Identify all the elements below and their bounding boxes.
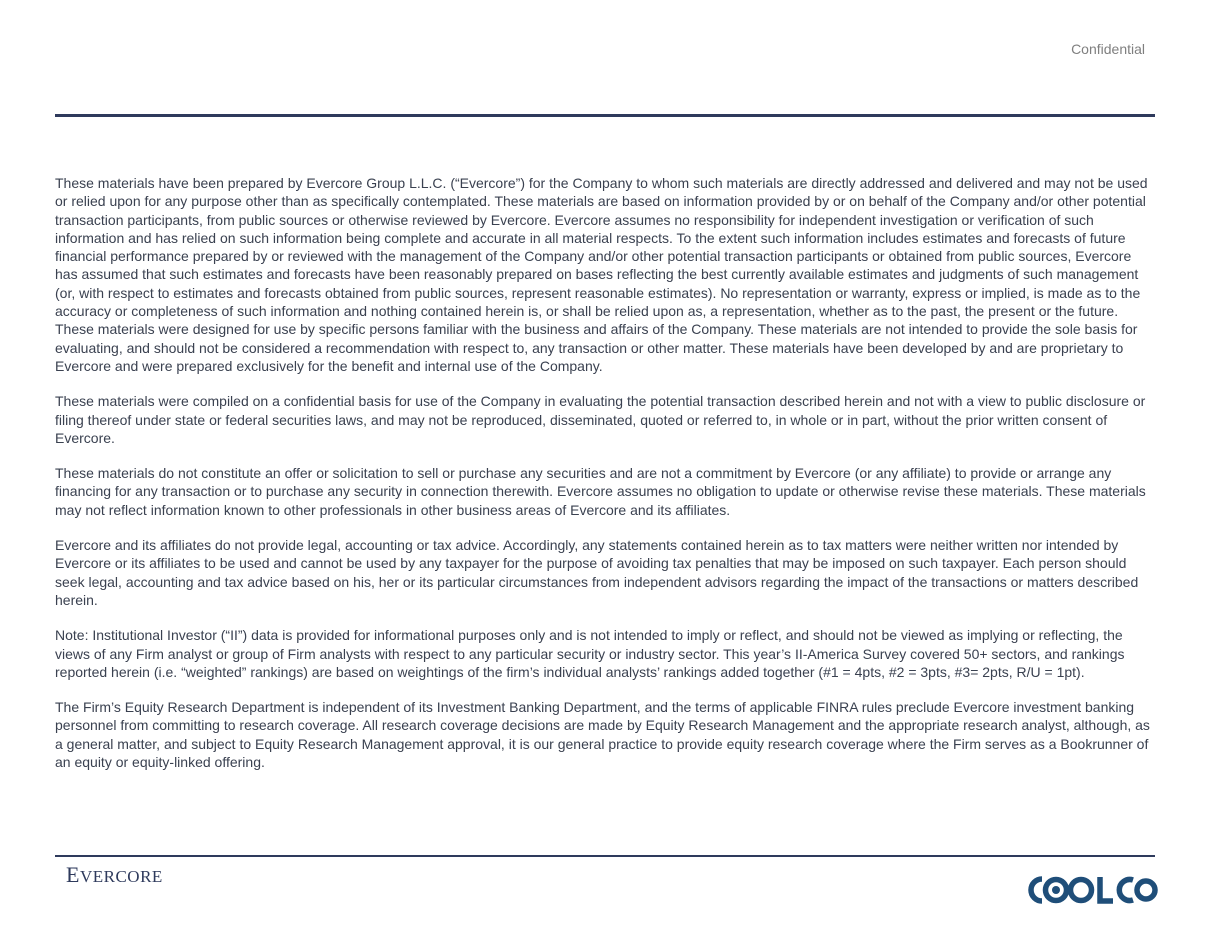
footer-divider xyxy=(55,855,1155,857)
disclaimer-body xyxy=(55,174,1155,788)
disclaimer-paragraph-2: These materials were compiled on a confidential basis for use of the Company in evaluating the potential transaction described herein and not with a view to public disclosure or filing thereof under state or federal securities laws, and may not be reproduced, disseminated, quoted or referred to, in whole or in part, without the prior written consent of Evercore. xyxy=(55,393,1146,446)
disclaimer-paragraph-3: These materials do not constitute an offer or solicitation to sell or purchase any securities and are not a commitment by Evercore (or any affiliate) to provide or arrange any financing for any transaction or to purchase any security in connection therewith. Evercore assumes no obligation to update or otherwise revise these materials. These materials may not reflect information known to other professionals in other business areas of Evercore and its affiliates. xyxy=(55,465,1146,518)
confidential-label: Confidential xyxy=(1071,41,1145,57)
evercore-logo xyxy=(66,862,163,888)
disclaimer-paragraph-1: These materials have been prepared by Evercore Group L.L.C. (“Evercore”) for the Company to whom such materials are directly addressed and delivered and may not be used or relied upon for any purpose other than as specifically contemplated. These materials are based on information provided by or on behalf of the Company and/or other potential transaction participants, from public sources or otherwise reviewed by Evercore. Evercore assumes no responsibility for independent investigation or verification of such information and has relied on such information being complete and accurate in all material respects. To the extent such information includes estimates and forecasts of future financial performance prepared by or reviewed with the management of the Company and/or other potential transaction participants or obtained from public sources, Evercore has assumed that such estimates and forecasts have been reasonably prepared on bases reflecting the best currently available estimates and judgments of such management (or, with respect to estimates and forecasts obtained from public sources, represent reasonable estimates). No representation or warranty, express or implied, is made as to the accuracy or completeness of such information and nothing contained herein is, or shall be relied upon as, a representation, whether as to the past, the present or the future. These materials were designed for use by specific persons familiar with the business and affairs of the Company. These materials are not intended to provide the sole basis for evaluating, and should not be considered a recommendation with respect to, any transaction or other matter. These materials have been developed by and are proprietary to Evercore and were prepared exclusively for the benefit and internal use of the Company. xyxy=(55,175,1148,374)
evercore-logo-rest: VERCORE xyxy=(79,867,163,886)
disclaimer-paragraph-6: The Firm’s Equity Research Department is independent of its Investment Banking Department, and the terms of applicable FINRA rules preclude Evercore investment banking personnel from committing to research coverage. All research coverage decisions are made by Equity Research Management and the appropriate research analyst, although, as a general matter, and subject to Equity Research Management approval, it is our general practice to provide equity research coverage where the Firm serves as a Bookrunner of an equity or equity-linked offering. xyxy=(55,699,1150,771)
header-divider xyxy=(55,114,1155,117)
disclaimer-paragraph-5: Note: Institutional Investor (“II”) data is provided for informational purposes only and is not intended to imply or reflect, and should not be viewed as implying or reflecting, the views of any Firm analyst or group of Firm analysts with respect to any particular security or industry sector. This year’s II-America Survey covered 50+ sectors, and rankings reported herein (i.e. “weighted” rankings) are based on weightings of the firm’s individual analysts’ rankings added together (#1 = 4pts, #2 = 3pts, #3= 2pts, R/U = 1pt). xyxy=(55,627,1125,680)
disclaimer-paragraph-4: Evercore and its affiliates do not provide legal, accounting or tax advice. Accordingly, any statements contained herein as to tax matters were neither written nor intended by Evercore or its affiliates to be used and cannot be used by any taxpayer for the purpose of avoiding tax penalties that may be imposed on such taxpayer. Each person should seek legal, accounting and tax advice based on his, her or its particular circumstances from independent advisors regarding the impact of the transactions or matters described herein. xyxy=(55,537,1139,608)
coolco-logo-icon xyxy=(1020,870,1158,910)
evercore-logo-initial: E xyxy=(66,862,80,887)
